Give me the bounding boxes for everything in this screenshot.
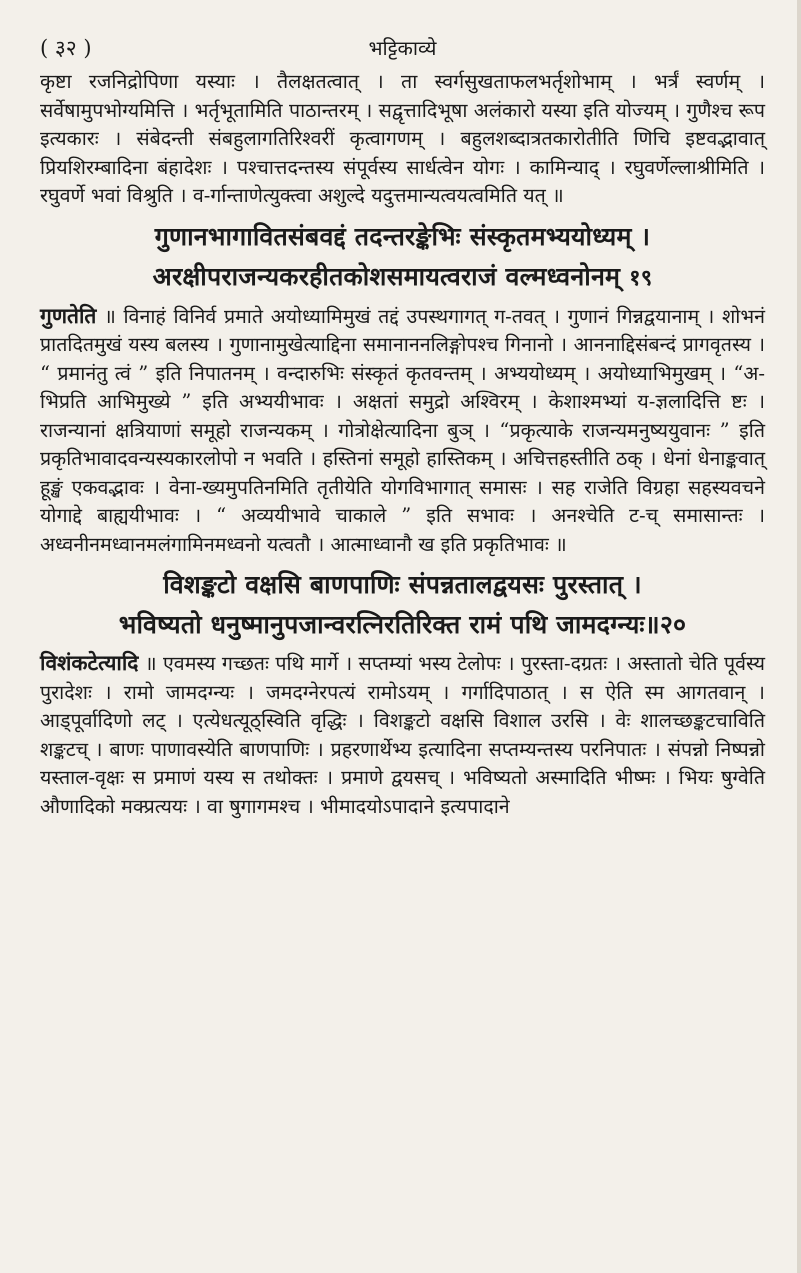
verse-20-line-1: विशङ्कटो वक्षसि बाणपाणिः संपन्नतालद्वयसः पुरस्तात् । <box>163 570 642 599</box>
commentary-19 <box>40 302 765 560</box>
verse-19-line-2-text: अरक्षीपराजन्यकरहीतकोशसमायत्वराजं वल्मध्वनोनम् <box>152 261 621 291</box>
page-number: ( ३२ ) <box>40 36 92 60</box>
commentary-paragraph-prev: कृष्टा रजनिद्रोपिणा यस्याः । तैलक्षतत्वात् । ता स्वर्गसुखताफलभर्तृशोभाम् । भर्त्रं स्वर्णम् । सर्वेषामुपभोग्यमित्ति । भर्तृभूतामिति पाठान्तरम् । सद्वृत्तादिभूषा अलंकारो यस्या इति योज्यम् । गुणैश्च रूप इत्यकारः । संबेदन्ती संबहुलागतिरिश्वरीं कृत्वागणम् । बहुलशब्दात्रतकारोतीति णिचि इष्टवद्भावात् प्रियशिरम्बादिना बंहादेशः । पश्चात्तदन्तस्य संपूर्वस्य सार्धत्वेन योगः । कामिन्याद् । रघुवर्णेल्लाश्रीमिति । रघुवर्णे भवां विश्रुति । व-र्गान्ताणेत्युक्त्वा अशुल्दे यदुत्तमान्यत्वयत्वमिति यत् ॥ <box>40 70 765 207</box>
verse-20-line-2: भविष्यतो धनुष्मानुपजान्वरत्निरतिरिक्त रामं पथि जामदग्न्यः॥२० <box>118 610 687 639</box>
page-edge-shadow <box>797 0 801 1273</box>
verse-19-line-1: गुणानभागावितसंबवद्दं तदन्तरङ्केभिः संस्कृतमभ्ययोध्यम् । <box>154 221 651 251</box>
verse-19-line-2 <box>40 257 765 298</box>
commentary-19-text: ॥ विनाहं विनिर्व प्रमाते अयोध्यामिमुखं तद्दं उपस्थगागत् ग-तवत् । गुणानं गिन्नद्वयानाम् । शोभनं प्रातदितमुखं यस्य बलस्य । गुणानामुखेत्याद्दिना समानाननलिङ्गोपश्च गिनानो । आननाद्दिसंबन्दं प्रागवृतस्य । “ प्रमानंतु त्वं ” इति निपातनम् । वन्दारुभिः संस्कृतं कृतवन्तम् । अभ्ययोध्यम् । अयोध्याभिमुखम् । “अ-भिप्रति आभिमुख्ये ” इति अभ्ययीभावः । अक्षतां समुद्रो अश्विरम् । केशाश्मभ्यां य-ज्ञलादित्ति ष्टः । राजन्यानां क्षत्रियाणां समूहो राजन्यकम् । गोत्रोक्षेत्यादिना बुञ् । “प्रकृत्याके राजन्यमनुष्ययुवानः ” इति प्रकृतिभावादवन्यस्यकारलोपो न भवति । हस्तिनां समूहो हास्तिकम् । अचित्तहस्तीति ठक् । धेनां धेनाङ्कवात् हूङ्खं एकवद्भावः । वेना-ख्यमुपतिनमिति तृतीयेति योगविभागात् समासः । सह राजेति विग्रहा सहस्यवचने योगाद्दे बाह्ययीभावः । “ अव्ययीभावे चाकाले ” इति सभावः । अनश्चेति ट-च् समासान्तः । अध्वनीनमध्वानमलंगामिनमध्वनो यत्वतौ । आत्माध्वानौ ख इति प्रकृतिभावः ॥ <box>40 304 765 556</box>
verse-20 <box>40 565 765 645</box>
verse-19 <box>40 217 765 298</box>
commentary-20-text: ॥ एवमस्य गच्छतः पथि मार्गे । सप्तम्यां भस्य टेलोपः । पुरस्ता-दग्रतः । अस्तातो चेति पूर्वस्य पुरादेशः । रामो जामदग्न्यः । जमदग्नेरपत्यं रामोऽयम् । गर्गादिपाठात् । स ऐति स्म आगतवान् । आड्पूर्वादिणो लट् । एत्येधत्यूठ्स्विति वृद्धिः । विशङ्कटो वक्षसि विशाल उरसि । वेः शालच्छङ्कटचाविति शङ्कटच् । बाणः पाणावस्येति बाणपाणिः । प्रहरणार्थेभ्य इत्यादिना सप्तम्यन्तस्य परनिपातः । संपन्नो निष्पन्नो यस्ताल-वृक्षः स प्रमाणं यस्य स तथोक्तः । प्रमाणे द्वयसच् । भविष्यतो अस्मादिति भीष्मः । भियः षुग्वेति औणादिको मक्प्रत्ययः । वा षुगागमश्च । भीमादयोऽपादाने इत्यपादाने <box>40 652 765 818</box>
commentary-19-head: गुणतेति <box>40 302 97 328</box>
page-header <box>40 34 765 68</box>
commentary-20-head: विशंकटेत्यादि <box>40 650 139 675</box>
commentary-20 <box>40 649 765 821</box>
verse-number-19: १९ <box>629 264 653 291</box>
running-head: भट्टिकाव्ये <box>368 36 437 60</box>
